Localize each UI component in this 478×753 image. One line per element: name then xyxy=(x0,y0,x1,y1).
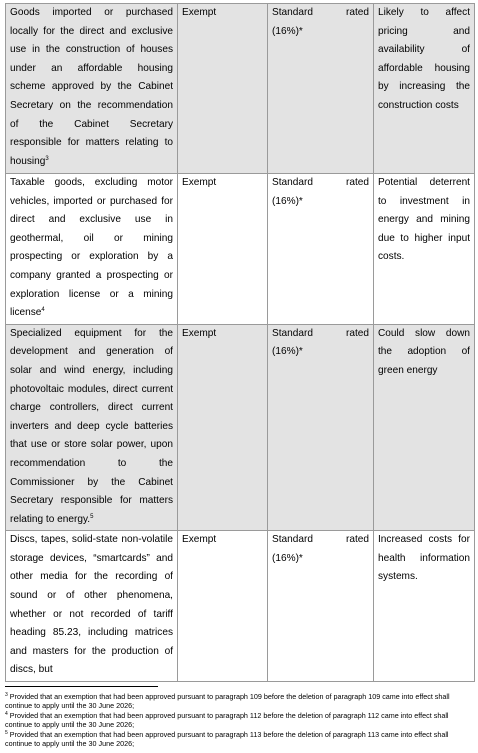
footnote-separator xyxy=(5,686,158,687)
item-description: Goods imported or purchased locally for the direct and exclusive use in the construction of houses under an affordable housing scheme approved by the Cabinet Secretary on the recommendation of the Cabinet Secretary responsible for matters relating to housing xyxy=(10,7,173,167)
impact-cell: Increased costs for health information systems. xyxy=(374,531,475,682)
table-row xyxy=(6,324,475,531)
item-description: Specialized equipment for the development and generation of solar and wind energy, including photovoltaic modules, direct current charge controllers, direct current inverters and deep cycle batteries that use or store solar power, upon recommendation to the Commissioner by the Cabinet Secretary responsible for matters relating to energy. xyxy=(10,327,173,525)
footnote-text: Provided that an exemption that had been approved pursuant to paragraph 113 before the deletion of paragraph 113 came into effect shall continue to apply until the 30 June 2026; xyxy=(5,730,449,748)
table-row xyxy=(6,531,475,682)
item-description-cell xyxy=(6,4,178,174)
footnote xyxy=(5,712,475,729)
footnote-text: Provided that an exemption that had been approved pursuant to paragraph 112 before the deletion of paragraph 112 came into effect shall continue to apply until the 30 June 2026; xyxy=(5,711,449,729)
footnote xyxy=(5,731,475,748)
proposed-rate-percent: (16%)* xyxy=(272,552,303,564)
tax-exemption-table xyxy=(5,3,475,682)
footnote-reference: 5 xyxy=(90,513,94,520)
current-treatment-cell: Exempt xyxy=(178,531,268,682)
footnote xyxy=(5,693,475,710)
item-description-cell xyxy=(6,174,178,325)
proposed-rate-percent: (16%)* xyxy=(272,195,303,207)
proposed-rate: Standard rated xyxy=(272,534,369,546)
proposed-rate: Standard rated xyxy=(272,7,369,18)
item-description: Taxable goods, excluding motor vehicles, imported or purchased for direct and exclusive use in geothermal, oil or mining prospecting or exploration by a company granted a prospecting or exploration license or a mining license xyxy=(10,177,173,319)
footnote-reference: 3 xyxy=(45,155,49,162)
proposed-rate-percent: (16%)* xyxy=(272,25,303,37)
impact-cell: Could slow down the adoption of green energy xyxy=(374,324,475,531)
proposed-treatment-cell xyxy=(268,531,374,682)
proposed-rate-percent: (16%)* xyxy=(272,346,303,358)
impact-cell: Likely to affect pricing and availability of affordable housing by increasing the construction costs xyxy=(374,4,475,174)
item-description: Discs, tapes, solid-state non-volatile storage devices, “smartcards” and other media for the recording of sound or of other phenomena, whether or not recorded of tariff heading 85.23, including matrices and masters for the production of discs, but xyxy=(10,534,173,676)
current-treatment-cell: Exempt xyxy=(178,4,268,174)
item-description-cell xyxy=(6,324,178,531)
table-row xyxy=(6,4,475,174)
current-treatment-cell: Exempt xyxy=(178,174,268,325)
footnote-number: 3 xyxy=(5,692,8,698)
footnote-text: Provided that an exemption that had been approved pursuant to paragraph 109 before the deletion of paragraph 109 came into effect shall continue to apply until the 30 June 2026; xyxy=(5,692,450,710)
impact-cell: Potential deterrent to investment in energy and mining due to higher input costs. xyxy=(374,174,475,325)
proposed-rate: Standard rated xyxy=(272,327,369,339)
current-treatment-cell: Exempt xyxy=(178,324,268,531)
footnote-number: 5 xyxy=(5,730,8,737)
footnotes xyxy=(5,693,475,751)
table-row xyxy=(6,174,475,325)
proposed-treatment-cell xyxy=(268,174,374,325)
proposed-treatment-cell xyxy=(268,324,374,531)
footnote-reference: 4 xyxy=(41,307,45,314)
footnote-number: 4 xyxy=(5,711,8,718)
proposed-rate: Standard rated xyxy=(272,177,369,188)
proposed-treatment-cell xyxy=(268,4,374,174)
item-description-cell xyxy=(6,531,178,682)
